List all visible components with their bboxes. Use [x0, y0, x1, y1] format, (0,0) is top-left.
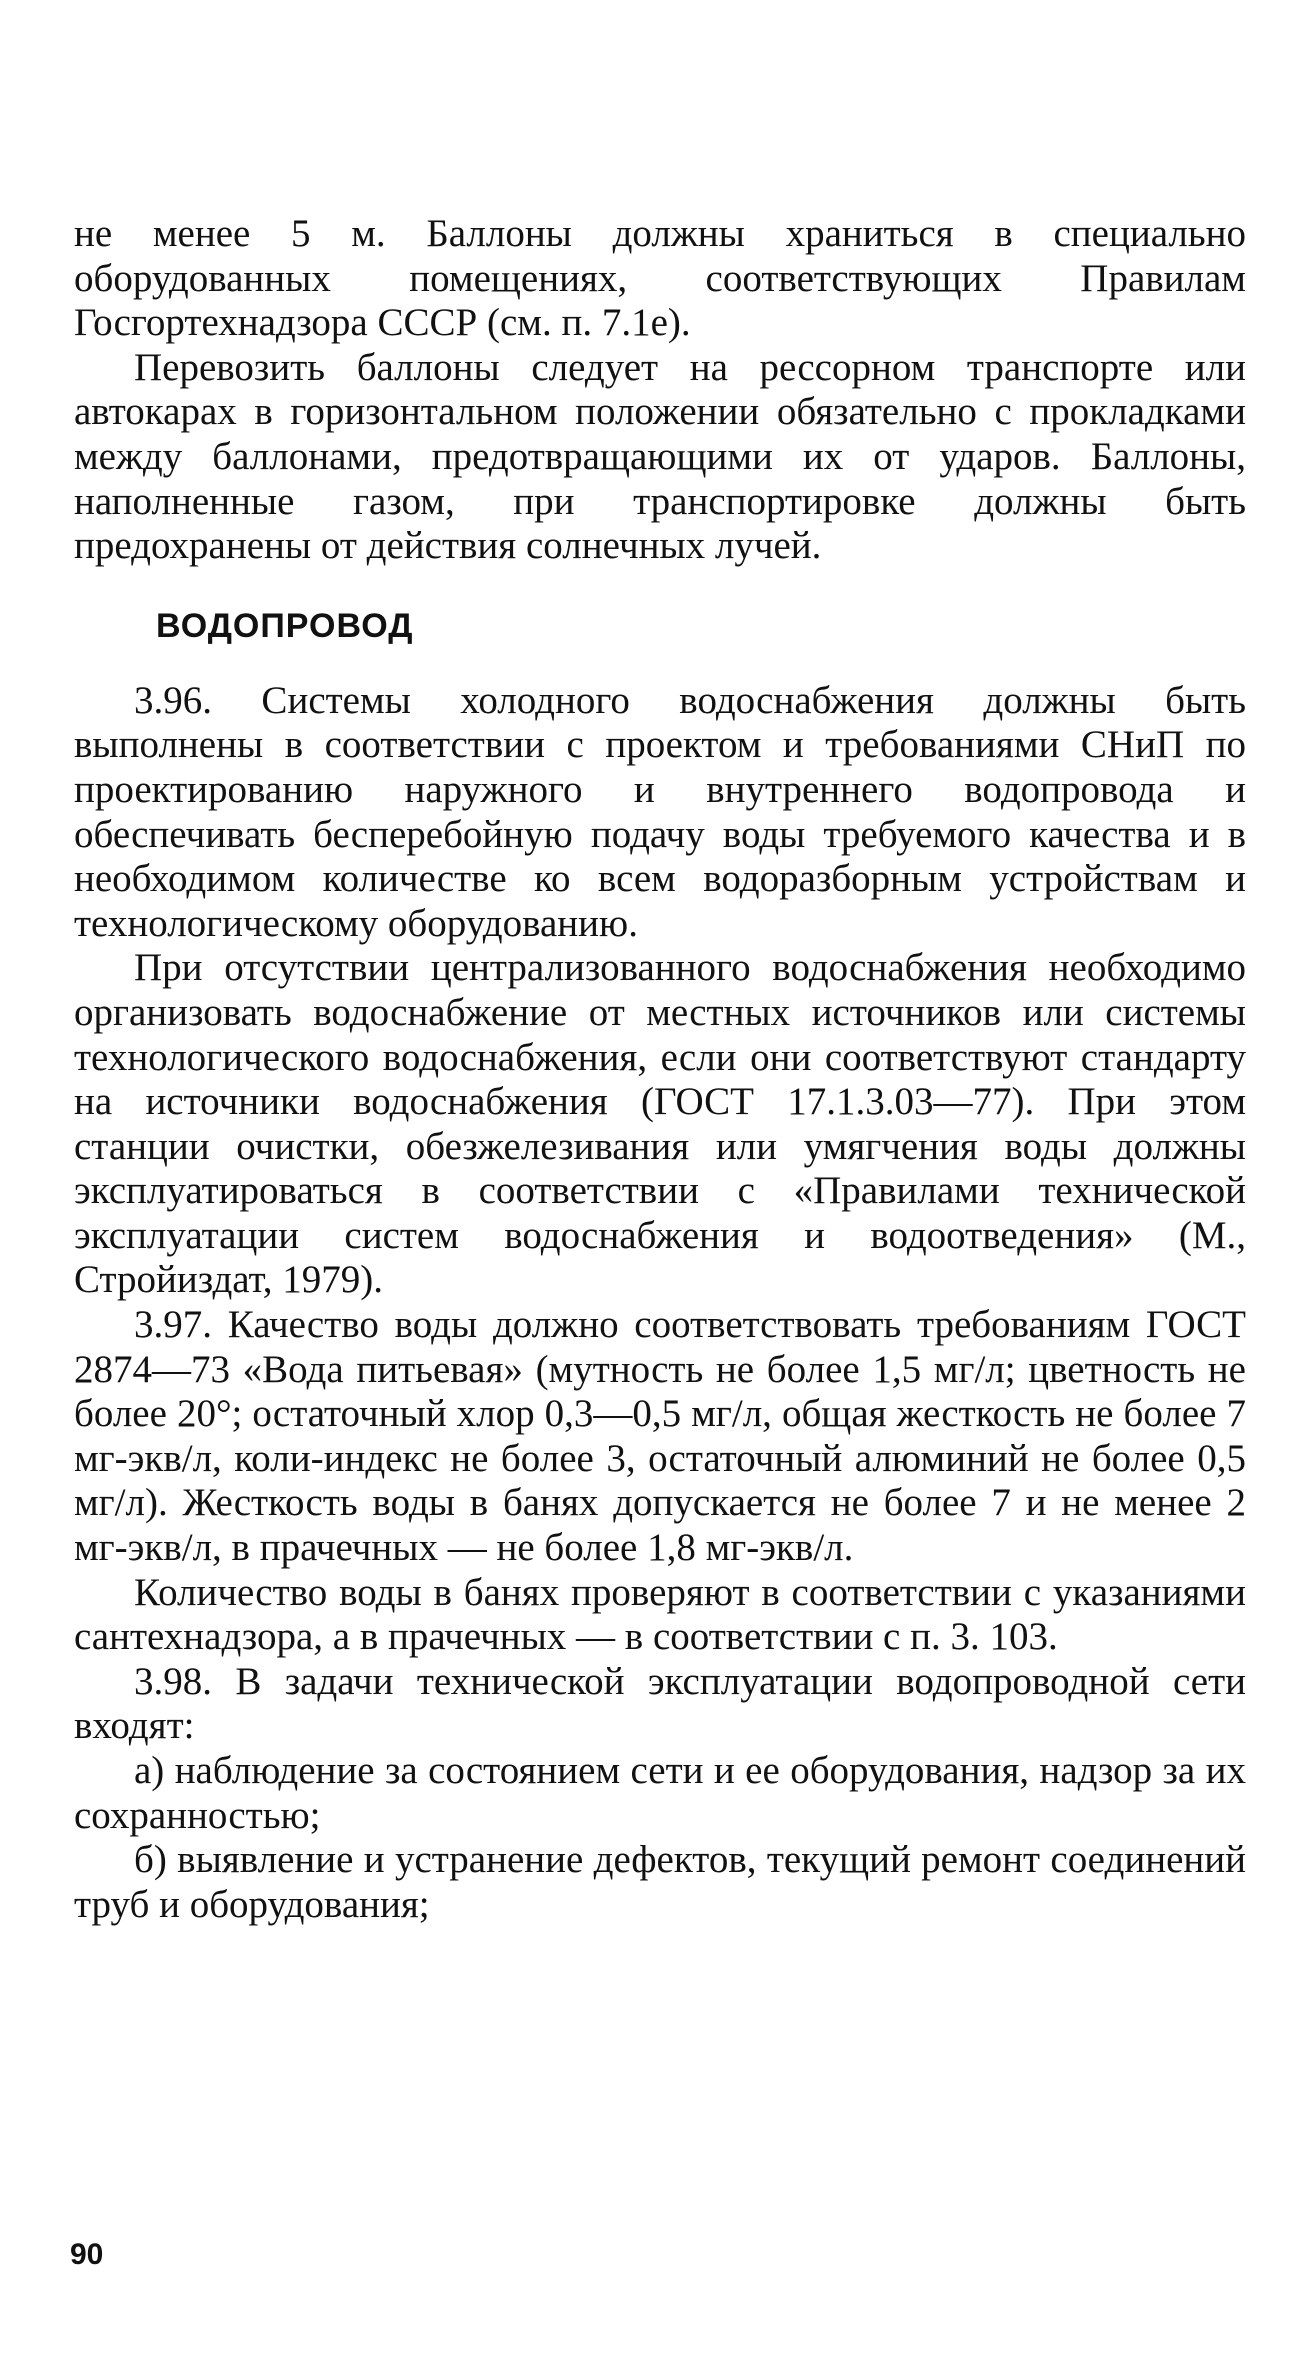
page-body	[74, 212, 1246, 1927]
paragraph-cylinders-storage: не менее 5 м. Баллоны должны храниться в специально оборудованных помещениях, соответствующих Правилам Госгортехнадзора СССР (см. п. 7.1е).	[74, 212, 1246, 345]
paragraph-3-97: 3.97. Качество воды должно соответствовать требованиям ГОСТ 2874—73 «Вода питьевая» (мутность не более 1,5 мг/л; цветность не более 20°; остаточный хлор 0,3—0,5 мг/л, общая жесткость не более 7 мг-экв/л, коли-индекс не более 3, остаточный алюминий не более 0,5 мг/л). Жесткость воды в банях допускается не более 7 и не менее 2 мг-экв/л, в прачечных — не более 1,8 мг-экв/л.	[74, 1303, 1246, 1570]
paragraph-water-quantity: Количество воды в банях проверяют в соответствии с указаниями сантехнадзора, а в прачечных — в соответствии с п. 3. 103.	[74, 1570, 1246, 1659]
paragraph-local-water-sources: При отсутствии централизованного водоснабжения необходимо организовать водоснабжение от местных источников или системы технологического водоснабжения, если они соответствуют стандарту на источники водоснабжения (ГОСТ 17.1.3.03—77). При этом станции очистки, обезжелезивания или умягчения воды должны эксплуатироваться в соответствии с «Правилами технической эксплуатации систем водоснабжения и водоотведения» (М., Стройиздат, 1979).	[74, 946, 1246, 1302]
paragraph-3-98: 3.98. В задачи технической эксплуатации водопроводной сети входят:	[74, 1659, 1246, 1748]
paragraph-cylinders-transport: Перевозить баллоны следует на рессорном транспорте или автокарах в горизонтальном положении обязательно с прокладками между баллонами, предотвращающими их от ударов. Баллоны, наполненные газом, при транспортировке должны быть предохранены от действия солнечных лучей.	[74, 345, 1246, 568]
section-heading: ВОДОПРОВОД	[156, 606, 414, 645]
list-item-a: а) наблюдение за состоянием сети и ее оборудования, надзор за их сохранностью;	[74, 1749, 1246, 1837]
page-number: 90	[70, 2238, 104, 2271]
paragraph-3-96: 3.96. Системы холодного водоснабжения должны быть выполнены в соответствии с проектом и требованиями СНиП по проектированию наружного и внутреннего водопровода и обеспечивать бесперебойную подачу воды требуемого качества и в необходимом количестве ко всем водоразборным устройствам и технологическому оборудованию.	[74, 678, 1246, 945]
list-item-b: б) выявление и устранение дефектов, текущий ремонт соединений труб и оборудования;	[74, 1838, 1246, 1926]
